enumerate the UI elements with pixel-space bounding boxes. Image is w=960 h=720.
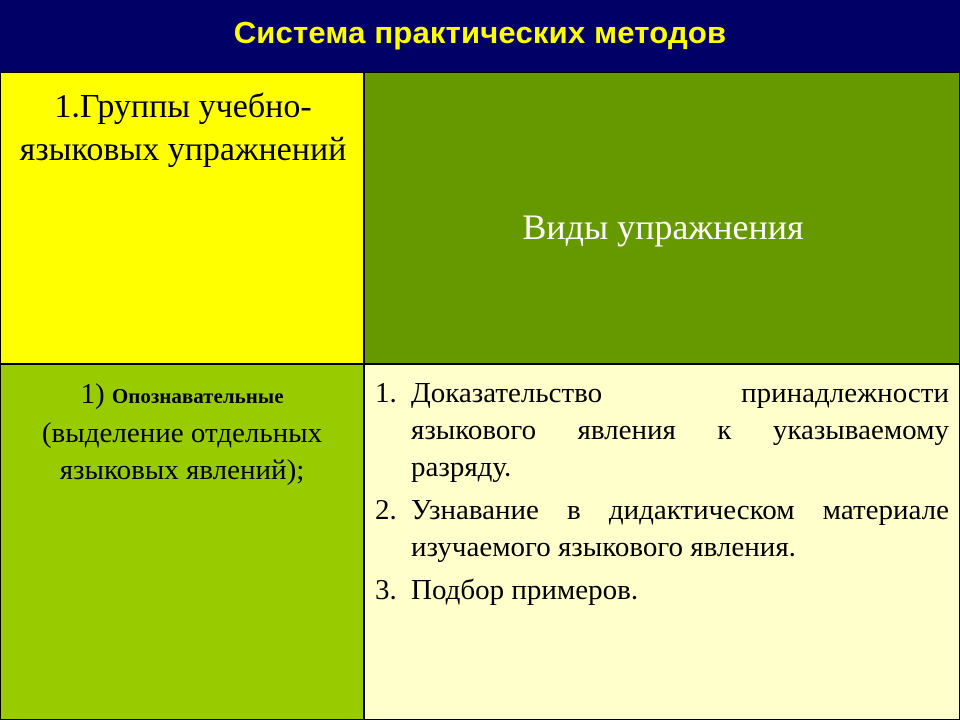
list-item	[375, 492, 949, 566]
slide-title: Система практических методов	[233, 15, 727, 50]
row-cell-group-recognition	[0, 364, 364, 720]
list-item-number: 1.	[375, 377, 397, 409]
group-description: (выделение отдельных языковых явлений);	[41, 417, 323, 486]
header-exercise-types-text: Виды упражнения	[522, 207, 804, 247]
header-cell-exercise-types	[364, 72, 960, 364]
list-item-text: Доказательство принадлежности языкового явления к указываемому разряду.	[411, 377, 949, 483]
header-cell-exercise-groups	[0, 72, 364, 364]
list-item	[375, 375, 949, 486]
group-number: 1)	[80, 378, 105, 410]
exercise-list	[375, 375, 949, 615]
list-item-number: 3.	[375, 574, 397, 606]
list-item-number: 2.	[375, 494, 397, 526]
group-term: Опознавательные	[111, 384, 284, 408]
header-exercise-groups-text: 1.Группы учебно-языковых упражнений	[19, 88, 347, 168]
list-item	[375, 572, 949, 609]
list-item-text: Узнавание в дидактическом материале изучаемого языкового явления.	[411, 494, 949, 563]
title-bar	[0, 0, 960, 72]
group-recognition-text	[7, 376, 357, 489]
row-cell-exercise-list	[364, 364, 960, 720]
list-item-text: Подбор примеров.	[411, 574, 639, 606]
